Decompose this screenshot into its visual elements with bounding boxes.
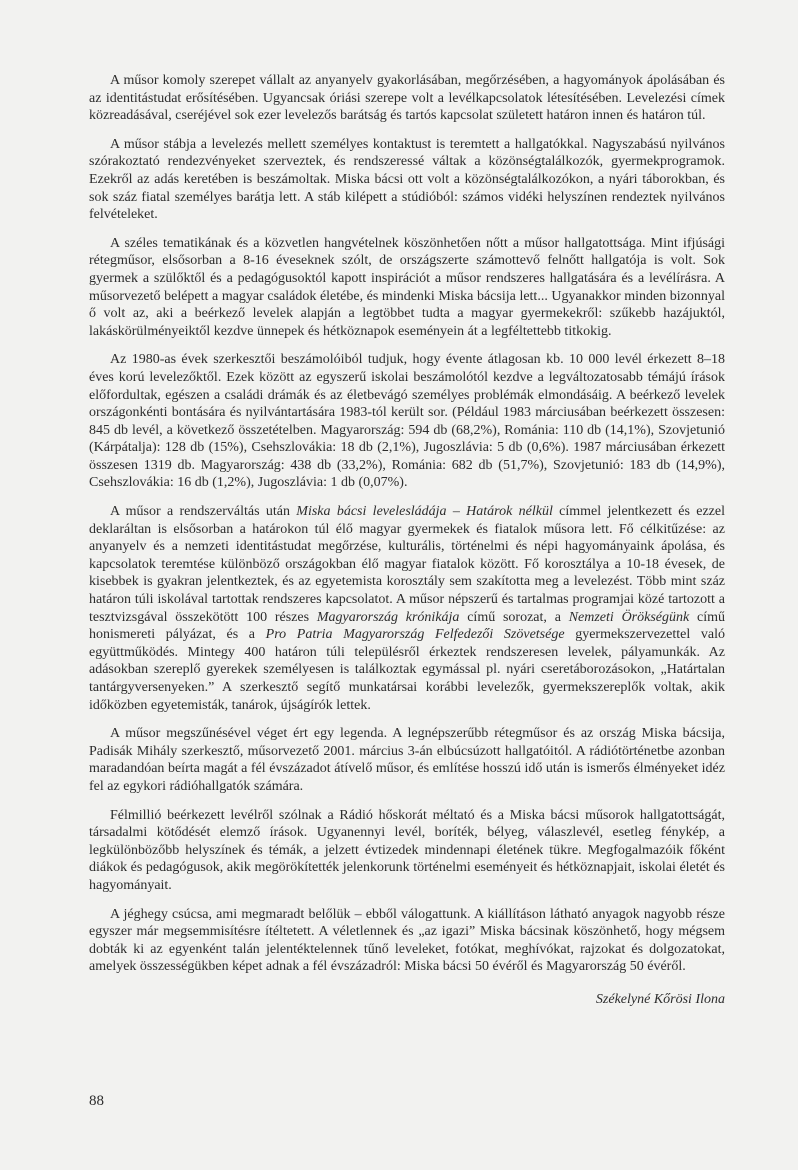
paragraph-3: A széles tematikának és a közvetlen hangvételnek köszönhetően nőtt a műsor hallgatottsága. Mint ifjúsági rétegműsor, elsősorban a 8-16 éveseknek szólt, de országszerte számottevő felnőtt hallgatója is volt. Sok gyermek a szülőktől és a pedagógusoktól kapott inspirációt a műsor rendszeres hallgatására és a levélírásra. A műsorvezető belépett a magyar családok életébe, és mindenki Miska bácsija lett... Ugyanakkor minden bizonnyal ő volt az, aki a beérkező levelek alapján a legtöbbet tudta a magyar gyermekekről: szűkebb hazájuktól, lakáskörülményeiktől kezdve ünnepek és hétköznapok eseményein át a legféltettebb titkokig. [89,235,725,339]
p5-segment: című honismereti pályázat, és a [89,609,725,643]
p5-title-pro-patria: Pro Patria Magyarország Felfedezői Szövetsége [265,627,565,643]
p5-title-magyarorszag-kronikaja: Magyarország krónikája [316,609,460,625]
paragraph-5 [89,503,725,714]
paragraph-8: A jéghegy csúcsa, ami megmaradt belőlük – ebből válogattunk. A kiállításon látható anyagok nagyobb része egyszer már megsemmisítésre ítéltetett. A véletlennek és „az igazi” Miska bácsinak köszönhető, hogy mégsem dobták ki az egyenként talán jelentéktelennek tűnő leveleket, fotókat, meghívókat, rajzokat és dolgozatokat, amelyek összességükben képet adnak a fél évszázadról: Miska bácsi 50 évéről és Magyarország 50 évéről. [89,906,725,975]
p5-segment: gyermekszervezettel való együttműködés. Mintegy 400 határon túli településről érkeztek rendszeresen levelek, pályamunkák. Az adásokban szereplő gyerekek személyesen is találkoztak egymással pl. nyári cseretáborozásokon, „Határtalan tantárgyversenyeken.” A szerkesztő segítő munkatársai korábbi levelezők, gyermekszereplők voltak, akik időközben egyetemisták, tanárok, újságírók lettek. [89,627,725,713]
p5-segment: című sorozat, a [459,609,569,625]
p5-title-miska-bacsi-levelesladaja: Miska bácsi levelesládája – Határok nélkül [296,504,553,520]
paragraph-1: A műsor komoly szerepet vállalt az anyanyelv gyakorlásában, megőrzésében, a hagyományok ápolásában és az identitástudat erősítésében. Ugyancsak óriási szerepe volt a levélkapcsolatok létesítésében. Levelezési címek közreadásával, cseréjével sok ezer levelezős barátság és tartós kapcsolat született határon innen és határon túl. [89,73,725,124]
paragraph-2: A műsor stábja a levelezés mellett személyes kontaktust is teremtett a hallgatókkal. Nagyszabású nyilvános szórakoztató rendezvényeket szerveztek, és rendszeressé váltak a közönségtalálkozók, gyermekprogramok. Ezekről az adás keretében is beszámoltak. Miska bácsi ott volt a közönségtalálkozókon, a nyári táborokban, és sok száz fiatal személyes barátja lett. A stáb kilépett a stúdióból: számos vidéki helyszínen rendeztek nyilvános felvételeket. [89,136,725,223]
p5-segment: címmel jelentkezett és ezzel deklaráltan is elsősorban a határokon túl élő magyar gyermekek és fiatalok műsora lett. Fő célkitűzése: az anyanyelv és a nemzeti identitástudat megőrzése, kulturális, történelmi és népi hagyományaink ápolása, és kapcsolatok teremtése különböző országokban élő magyar fiatalok között. Fő korosztálya a 10-18 évesek, de kisebbek is gyakran jelentkeztek, és az egyetemista korosztály sem szakította meg a levelezést. Több mint száz határon túli iskolával tartottak rendszeres kapcsolatot. A műsor népszerű és tartalmas programjai közé tartozott a tesztvizsgával összekötött 100 részes [89,504,726,625]
article-body [89,72,725,987]
author-signature: Székelyné Kőrösi Ilona [595,992,725,1007]
page-number: 88 [89,1093,104,1109]
p5-segment: A műsor a rendszerváltás után [110,504,297,520]
p5-title-nemzeti-oroksegunk: Nemzeti Örökségünk [568,609,690,625]
paragraph-7: Félmillió beérkezett levélről szólnak a Rádió hőskorát méltató és a Miska bácsi műsorok hallgatottságát, társadalmi kötődését elemző írások. Ugyanennyi levél, boríték, bélyeg, válaszlevél, esetleg fénykép, a legkülönbözőbb helyszínek és témák, a jelzett évtizedek mindennapi életének tükre. Megfogalmazóik főként diákok és pedagógusok, akik megörökítették jelenkorunk történelmi eseményeit és hétköznapjait, iskolai életét és hagyományait. [89,807,725,893]
paragraph-4: Az 1980-as évek szerkesztői beszámolóiból tudjuk, hogy évente átlagosan kb. 10 000 levél érkezett 8–18 éves korú levelezőktől. Ezek között az egyszerű iskolai beszámolótól kezdve a legváltozatosabb témájú írások előfordultak, egészen a családi drámák és az életbevágó személyes problémák elmondásáig. A beérkező levelek országonkénti bontására és nyilvántartására 1983-tól került sor. (Például 1983 márciusában beérkezett összesen: 845 db levél, a következő összetételben. Magyarország: 594 db (68,2%), Románia: 110 db (14,1%), Szovjetunió (Kárpátalja): 128 db (15%), Csehszlovákia: 18 db (2,1%), Jugoszlávia: 5 db (0,6%). 1987 márciusában érkezett összesen 1319 db. Magyarország: 438 db (33,2%), Románia: 682 db (51,7%), Szovjetunió: 183 db (14,9%), Csehszlovákia: 16 db (1,2%), Jugoszlávia: 1 db (0,07%). [89,352,725,491]
paragraph-6: A műsor megszűnésével véget ért egy legenda. A legnépszerűbb rétegműsor és az ország Miska bácsija, Padisák Mihály szerkesztő, műsorvezető 2001. március 3-án elbúcsúzott hallgatóitól. A rádiótörténetbe azonban maradandóan beírta magát a fél évszázadot átívelő műsor, és említése hosszú idő után is ismerős élményeket idéz fel az egykori rádióhallgatók számára. [89,726,725,794]
